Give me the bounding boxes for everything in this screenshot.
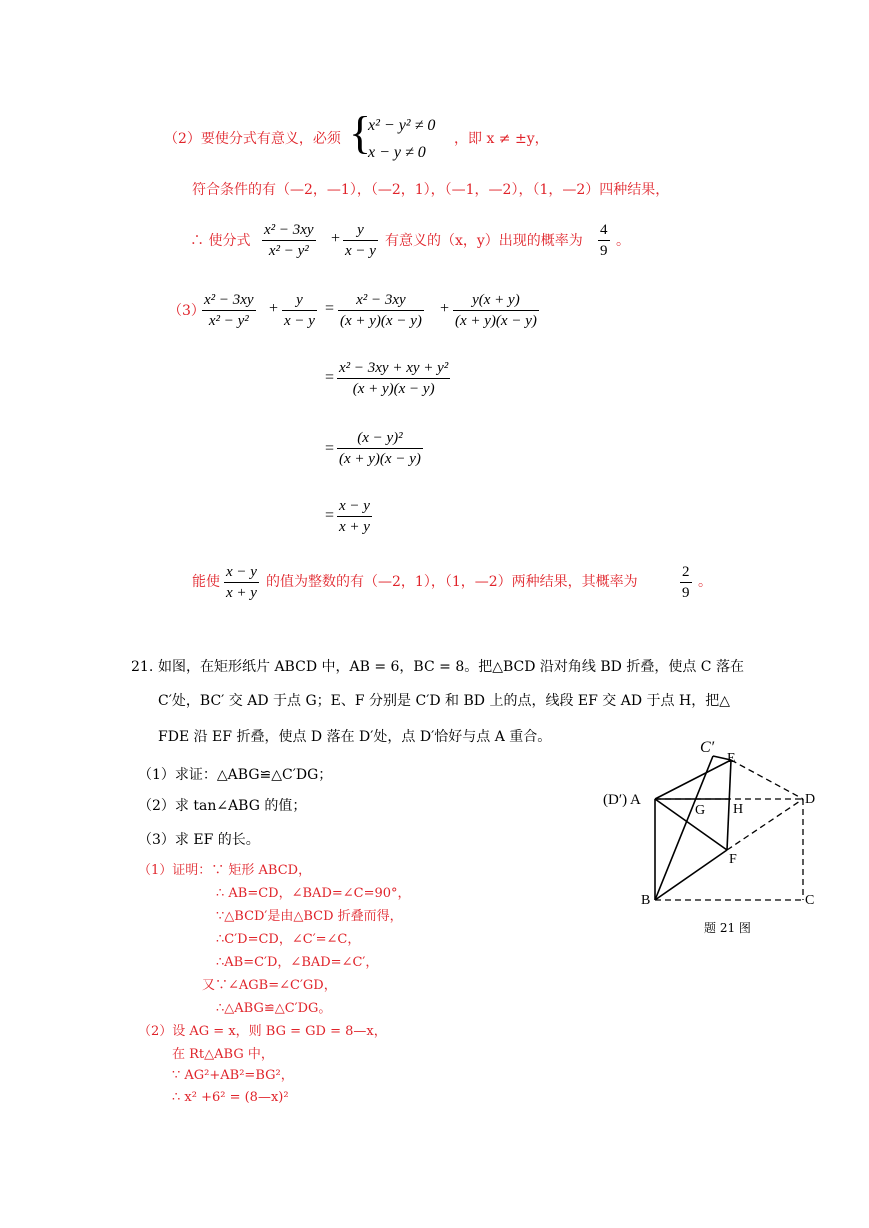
segment-ed: [731, 760, 803, 799]
label-h: H: [733, 802, 744, 817]
label-f: F: [729, 852, 737, 867]
geometry-figure: [595, 738, 835, 938]
subquestion-2: （2）求 tan∠ABG 的值；: [138, 798, 307, 814]
part3-label: （3）: [168, 303, 205, 319]
proof-line-10: ∵ AG²+AB²=BG²，: [172, 1068, 294, 1083]
segment-ef: [727, 760, 731, 850]
label-c: C: [805, 893, 815, 908]
part2-label: （2）要使分式有意义，必须: [164, 131, 341, 147]
plus-sign-3: +: [440, 300, 450, 317]
proof-line-7: ∴△ABG≌△C′DG。: [216, 1001, 332, 1016]
label-g: G: [695, 803, 706, 818]
equals-1: =: [325, 300, 335, 317]
proof-line-11: ∴ x² +6² = (8—x)²: [172, 1090, 289, 1105]
plus-sign: +: [331, 230, 341, 247]
label-d: D: [805, 792, 816, 807]
equals-3: =: [325, 440, 335, 457]
proof-line-8: （2）设 AG = x，则 BG = GD = 8—x，: [138, 1024, 387, 1039]
fraction-b: $\frac{y}{x - y}$: [345, 222, 376, 259]
subquestion-1: （1）求证：△ABG≌△C′DG；: [138, 767, 333, 783]
fraction-a: $\frac{\text{x² − 3xy}}{\text{x² − y²}}$: [264, 222, 314, 259]
label-c-prime: C′: [700, 739, 715, 756]
proof-line-2: ∴ AB=CD，∠BAD=∠C=90°，: [216, 886, 411, 901]
plus-sign-2: +: [269, 300, 279, 317]
segment-af: [655, 799, 727, 850]
final-middle: 的值为整数的有（—2，1），（1，—2）两种结果，其概率为: [266, 574, 638, 590]
probability-fraction: $\frac{4}{9}$: [600, 222, 608, 259]
step4: $\frac{x - y}{x + y}$: [339, 498, 370, 535]
part2-tail: ，即 x ≠ ±y，: [454, 131, 549, 147]
condition-2: x − y ≠ 0: [368, 144, 426, 161]
figure-caption: 题 21 图: [704, 921, 751, 935]
final-end: 。: [698, 574, 712, 590]
f3: $\frac{\text{x² − 3xy}}{(x + y)(x - y)}$: [340, 292, 422, 329]
proof-line-4: ∴C′D=CD，∠C′=∠C，: [216, 932, 361, 947]
f4: $\frac{y(x + y)}{(x + y)(x - y)}$: [455, 292, 537, 329]
question-line-2: C′处，BC′ 交 AD 于点 G；E、F 分别是 C′D 和 BD 上的点，线段 EF 交 AD 于点 H，把△: [158, 693, 730, 709]
equals-4: =: [325, 507, 335, 524]
part2-meaning: 有意义的（x，y）出现的概率为: [385, 233, 583, 249]
condition-1: x² − y² ≠ 0: [368, 117, 436, 134]
part2-end: 。: [616, 233, 630, 249]
label-d-prime-a: (D′) A: [603, 792, 641, 808]
final-pre: 能使: [192, 574, 220, 590]
subquestion-3: （3）求 EF 的长。: [138, 832, 260, 848]
proof-line-9: 在 Rt△ABG 中，: [172, 1047, 274, 1062]
final-probability: $\frac{2}{9}$: [682, 564, 690, 601]
step3: $\frac{\text{(x − y)²}}{(x + y)(x - y)}$: [339, 430, 421, 467]
part2-therefore: ∴ 使分式: [190, 233, 251, 249]
question-line-1: 如图，在矩形纸片 ABCD 中，AB = 6，BC = 8。把△BCD 沿对角线 BD 折叠，使点 C 落在: [158, 659, 744, 675]
step2: $\frac{\text{x² − 3xy + xy + y²}}{(x + y)(x - y)}$: [339, 360, 449, 397]
segment-bc-prime: [655, 756, 713, 900]
question-number: 21.: [131, 659, 154, 675]
cases-brace: {: [349, 107, 372, 158]
final-fraction: $\frac{x - y}{x + y}$: [226, 564, 257, 601]
proof-line-5: ∴AB=C′D，∠BAD=∠C′，: [216, 955, 379, 970]
question-line-3: FDE 沿 EF 折叠，使点 D 落在 D′处，点 D′恰好与点 A 重合。: [158, 729, 552, 745]
proof-line-3: ∵△BCD′是由△BCD 折叠而得，: [216, 909, 403, 924]
f1: $\frac{\text{x² − 3xy}}{\text{x² − y²}}$: [204, 292, 254, 329]
label-b: B: [641, 893, 651, 908]
label-e: E: [727, 751, 736, 766]
f2: $\frac{y}{x - y}$: [284, 292, 315, 329]
proof-line-1: （1）证明：∵ 矩形 ABCD，: [138, 863, 312, 878]
proof-line-6: 又∵∠AGB=∠C′GD，: [202, 978, 337, 993]
segment-ae: [655, 760, 731, 799]
equals-2: =: [325, 369, 335, 386]
part2-outcomes: 符合条件的有（—2，—1），（—2，1），（—1，—2），（1，—2）四种结果，: [192, 182, 670, 198]
